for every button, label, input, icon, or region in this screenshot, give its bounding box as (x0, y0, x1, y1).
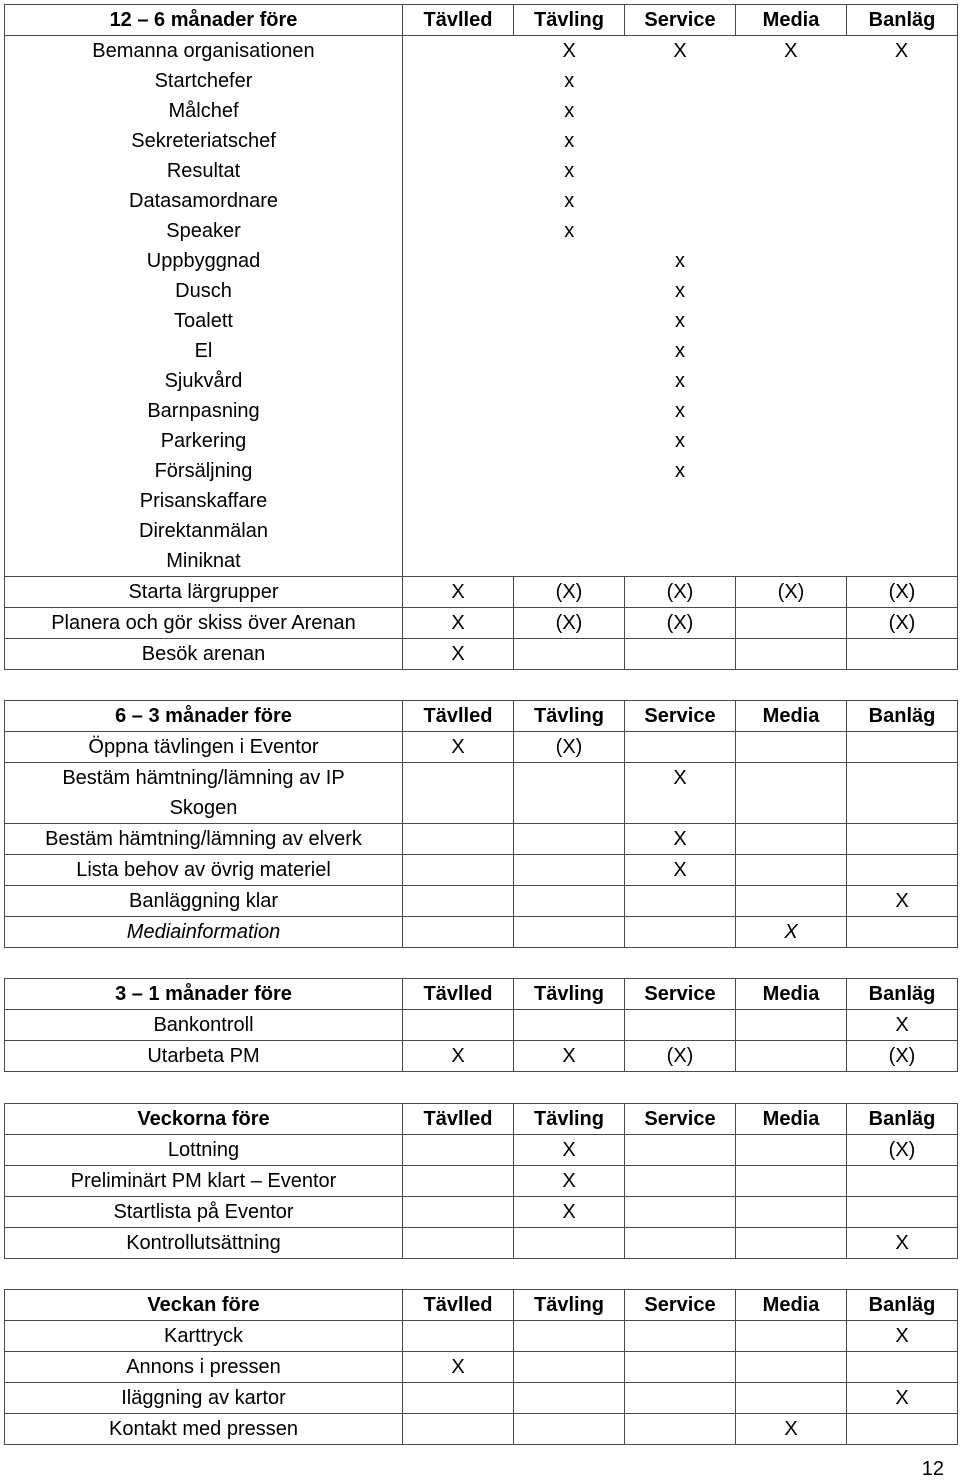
cell-mark (847, 1197, 958, 1228)
row-label: Datasamordnare (129, 190, 278, 212)
cell-mark: x (564, 130, 575, 152)
cell-mark (625, 486, 736, 516)
cell-mark (403, 1321, 514, 1352)
column-header: Tävlled (403, 1290, 514, 1321)
cell-mark: X (562, 40, 576, 62)
cell-mark (403, 917, 514, 948)
cell-mark (735, 306, 846, 336)
cell-mark: X (847, 1010, 958, 1041)
cell-mark (514, 306, 625, 336)
cell-mark (514, 396, 625, 426)
cell-mark: (X) (847, 577, 958, 608)
cell-mark (735, 186, 846, 216)
cell-mark: (X) (736, 577, 847, 608)
cell-mark (846, 366, 957, 396)
header-row (5, 1104, 958, 1135)
table-row (5, 639, 958, 670)
column-header: Banläg (847, 1104, 958, 1135)
cell-mark (846, 186, 957, 216)
cell-mark: (X) (847, 1135, 958, 1166)
row-label: Bankontroll (5, 1010, 403, 1041)
cell-mark (846, 126, 957, 156)
cell-mark (403, 216, 514, 246)
row-label (5, 763, 403, 824)
column-header: Tävlled (403, 1104, 514, 1135)
cell-mark (735, 66, 846, 96)
cell-mark (846, 156, 957, 186)
header-row (5, 5, 958, 36)
cell-mark (403, 306, 514, 336)
cell-mark: X (894, 40, 909, 62)
cell-mark (847, 824, 958, 855)
section-title: 6 – 3 månader före (5, 701, 403, 732)
cell-mark: X (847, 1228, 958, 1259)
cell-mark: X (403, 732, 514, 763)
table-row (5, 824, 958, 855)
cell-mark (735, 156, 846, 186)
cell-mark (736, 1041, 847, 1072)
table-row (5, 1135, 958, 1166)
cell-mark: (X) (514, 577, 625, 608)
cell-mark (736, 1166, 847, 1197)
row-label: Sjukvård (164, 370, 243, 392)
cell-mark (846, 336, 957, 366)
cell-mark (625, 186, 736, 216)
row-cells (403, 36, 958, 577)
cell-mark (403, 366, 514, 396)
cell-mark (846, 546, 957, 576)
cell-mark (403, 36, 514, 66)
section-title: 3 – 1 månader före (5, 979, 403, 1010)
cell-mark: (X) (847, 1041, 958, 1072)
cell-mark (403, 824, 514, 855)
column-header: Tävling (514, 701, 625, 732)
cell-mark: X (403, 1041, 514, 1072)
table-row (5, 1383, 958, 1414)
cell-mark (514, 1414, 625, 1445)
column-header: Banläg (847, 701, 958, 732)
cell-mark (736, 763, 847, 824)
cell-mark (403, 1197, 514, 1228)
cell-mark (847, 1166, 958, 1197)
cell-mark: X (514, 1041, 625, 1072)
cell-mark (735, 456, 846, 486)
cell-mark (403, 126, 514, 156)
cell-mark (514, 639, 625, 670)
cell-mark (846, 426, 957, 456)
cell-mark: X (736, 1414, 847, 1445)
column-header: Banläg (847, 979, 958, 1010)
row-label: Parkering (160, 430, 247, 452)
row-label: Direktanmälan (139, 520, 268, 542)
cell-mark (625, 1166, 736, 1197)
cell-mark: X (847, 1321, 958, 1352)
cell-mark (736, 855, 847, 886)
table-row (5, 36, 958, 577)
cell-mark (625, 1321, 736, 1352)
column-header: Tävlled (403, 979, 514, 1010)
cell-mark (735, 246, 846, 276)
cell-mark (625, 1228, 736, 1259)
cell-mark (514, 1321, 625, 1352)
cell-mark: X (403, 1352, 514, 1383)
cell-mark: x (674, 340, 685, 362)
row-label: Prisanskaffare (139, 490, 268, 512)
cell-mark (735, 336, 846, 366)
column-header: Service (625, 1104, 736, 1135)
column-header: Tävling (514, 5, 625, 36)
cell-mark (735, 216, 846, 246)
cell-mark (514, 366, 625, 396)
cell-mark: x (674, 250, 685, 272)
cell-mark (735, 276, 846, 306)
column-header: Tävling (514, 979, 625, 1010)
cell-mark (625, 156, 736, 186)
cell-mark: x (674, 280, 685, 302)
cell-mark: (X) (625, 577, 736, 608)
cell-mark (625, 516, 736, 546)
cell-mark (846, 96, 957, 126)
cell-mark (514, 763, 625, 824)
schedule-table (4, 4, 958, 670)
cell-mark (403, 763, 514, 824)
cell-mark (625, 126, 736, 156)
column-header: Service (625, 5, 736, 36)
cell-mark: x (564, 190, 575, 212)
column-header: Tävling (514, 1290, 625, 1321)
row-label: Utarbeta PM (5, 1041, 403, 1072)
cell-mark (514, 336, 625, 366)
cell-mark (514, 486, 625, 516)
cell-mark (625, 216, 736, 246)
cell-mark (514, 516, 625, 546)
row-label-line: Skogen (169, 797, 238, 819)
table-row (5, 577, 958, 608)
cell-mark: X (514, 1135, 625, 1166)
row-label: Preliminärt PM klart – Eventor (5, 1166, 403, 1197)
row-label: Startlista på Eventor (5, 1197, 403, 1228)
column-header: Media (736, 979, 847, 1010)
column-header: Banläg (847, 5, 958, 36)
row-label-line: Bestäm hämtning/lämning av IP (62, 767, 345, 789)
cell-mark (403, 1228, 514, 1259)
cell-mark (736, 1197, 847, 1228)
row-label: Kontakt med pressen (5, 1414, 403, 1445)
row-label: Barnpasning (147, 400, 260, 422)
header-row (5, 979, 958, 1010)
column-header: Media (736, 701, 847, 732)
cell-mark (403, 186, 514, 216)
cell-mark (403, 1135, 514, 1166)
cell-mark (514, 1383, 625, 1414)
cell-mark: X (625, 763, 736, 824)
cell-mark: X (625, 855, 736, 886)
cell-mark: x (564, 160, 575, 182)
column-header: Media (736, 1290, 847, 1321)
cell-mark (514, 1228, 625, 1259)
cell-mark (735, 126, 846, 156)
column-header: Tävlled (403, 701, 514, 732)
cell-mark (847, 917, 958, 948)
cell-mark: X (403, 639, 514, 670)
cell-mark (736, 1228, 847, 1259)
cell-mark (514, 1352, 625, 1383)
cell-mark (403, 516, 514, 546)
cell-mark (736, 1135, 847, 1166)
cell-mark (847, 1414, 958, 1445)
cell-mark (514, 246, 625, 276)
cell-mark (736, 1010, 847, 1041)
row-label: Öppna tävlingen i Eventor (5, 732, 403, 763)
row-label: Lottning (5, 1135, 403, 1166)
cell-mark (625, 96, 736, 126)
row-label: Uppbyggnad (146, 250, 261, 272)
cell-mark: x (674, 460, 685, 482)
cell-mark: (X) (625, 608, 736, 639)
schedule-table (4, 700, 958, 948)
row-label: Försäljning (154, 460, 253, 482)
cell-mark (403, 96, 514, 126)
row-label: Lista behov av övrig materiel (5, 855, 403, 886)
cell-mark (846, 306, 957, 336)
table-row (5, 917, 958, 948)
cell-mark: x (674, 370, 685, 392)
cell-mark (514, 456, 625, 486)
cell-mark (736, 1321, 847, 1352)
cell-mark: (X) (514, 608, 625, 639)
column-header: Service (625, 1290, 736, 1321)
row-label: Bestäm hämtning/lämning av elverk (5, 824, 403, 855)
row-label: Kontrollutsättning (5, 1228, 403, 1259)
cell-mark (514, 1010, 625, 1041)
cell-mark (625, 1197, 736, 1228)
cell-mark (514, 886, 625, 917)
cell-mark (514, 855, 625, 886)
row-label: El (194, 340, 213, 362)
header-row (5, 1290, 958, 1321)
table-row (5, 1228, 958, 1259)
cell-mark (625, 1010, 736, 1041)
row-label: Banläggning klar (5, 886, 403, 917)
column-header: Media (736, 5, 847, 36)
table-row (5, 1041, 958, 1072)
cell-mark (847, 1352, 958, 1383)
cell-mark (625, 1135, 736, 1166)
cell-mark (735, 546, 846, 576)
cell-mark (847, 639, 958, 670)
cell-mark (735, 366, 846, 396)
row-label: Toalett (174, 310, 233, 332)
cell-mark (403, 246, 514, 276)
column-header: Service (625, 701, 736, 732)
cell-mark (403, 1010, 514, 1041)
table-row (5, 1166, 958, 1197)
header-row (5, 701, 958, 732)
cell-mark (625, 66, 736, 96)
row-label: Besök arenan (5, 639, 403, 670)
cell-mark (403, 336, 514, 366)
column-header: Media (736, 1104, 847, 1135)
cell-mark (736, 732, 847, 763)
cell-mark (625, 886, 736, 917)
row-label: Starta lärgrupper (5, 577, 403, 608)
page-number: 12 (921, 1458, 944, 1480)
cell-mark (403, 1166, 514, 1197)
cell-mark (403, 546, 514, 576)
cell-mark (403, 156, 514, 186)
cell-mark (625, 917, 736, 948)
row-label: Annons i pressen (5, 1352, 403, 1383)
cell-mark (736, 608, 847, 639)
column-header: Service (625, 979, 736, 1010)
row-label: Speaker (166, 220, 241, 242)
cell-mark: X (403, 577, 514, 608)
table-row (5, 886, 958, 917)
cell-mark: (X) (514, 732, 625, 763)
schedule-table (4, 978, 958, 1072)
cell-mark: X (847, 1383, 958, 1414)
cell-mark (514, 276, 625, 306)
cell-mark (403, 456, 514, 486)
cell-mark (846, 516, 957, 546)
cell-mark (625, 1383, 736, 1414)
cell-mark: x (564, 100, 575, 122)
row-label: Sekreteriatschef (131, 130, 276, 152)
cell-mark: X (514, 1197, 625, 1228)
row-label: Karttryck (5, 1321, 403, 1352)
cell-mark: x (674, 400, 685, 422)
cell-mark (847, 763, 958, 824)
row-label: Bemanna organisationen (92, 40, 315, 62)
cell-mark: (X) (847, 608, 958, 639)
cell-mark (403, 1414, 514, 1445)
cell-mark (403, 276, 514, 306)
column-header: Banläg (847, 1290, 958, 1321)
cell-mark: (X) (625, 1041, 736, 1072)
row-label: Resultat (166, 160, 241, 182)
cell-mark (625, 1414, 736, 1445)
cell-mark: X (847, 886, 958, 917)
cell-mark: x (564, 220, 575, 242)
row-label: Miniknat (166, 550, 241, 572)
row-label: Dusch (175, 280, 232, 302)
table-row (5, 1197, 958, 1228)
cell-mark (403, 486, 514, 516)
table-row (5, 1010, 958, 1041)
cell-mark (735, 516, 846, 546)
section-title: Veckan före (5, 1290, 403, 1321)
column-header: Tävlled (403, 5, 514, 36)
cell-mark (846, 216, 957, 246)
row-label: Iläggning av kartor (5, 1383, 403, 1414)
cell-mark (403, 426, 514, 456)
column-header: Tävling (514, 1104, 625, 1135)
cell-mark (846, 66, 957, 96)
cell-mark (735, 486, 846, 516)
cell-mark: X (514, 1166, 625, 1197)
cell-mark (735, 396, 846, 426)
cell-mark (847, 855, 958, 886)
cell-mark: x (674, 430, 685, 452)
section-title: Veckorna före (5, 1104, 403, 1135)
cell-mark (736, 1383, 847, 1414)
cell-mark (403, 1383, 514, 1414)
table-row (5, 855, 958, 886)
cell-mark (625, 1352, 736, 1383)
cell-mark: X (736, 917, 847, 948)
row-label: Planera och gör skiss över Arenan (5, 608, 403, 639)
table-row (5, 608, 958, 639)
cell-mark (403, 396, 514, 426)
table-row (5, 763, 958, 824)
row-label: Startchefer (154, 70, 253, 92)
cell-mark (625, 732, 736, 763)
table-row (5, 1321, 958, 1352)
cell-mark (736, 639, 847, 670)
row-label: Målchef (168, 100, 239, 122)
cell-mark: x (674, 310, 685, 332)
cell-mark: X (673, 40, 687, 62)
table-row (5, 1414, 958, 1445)
section-title: 12 – 6 månader före (5, 5, 403, 36)
cell-mark (625, 546, 736, 576)
row-label: Mediainformation (5, 917, 403, 948)
cell-mark (514, 426, 625, 456)
cell-mark: X (784, 40, 798, 62)
cell-mark (514, 824, 625, 855)
cell-mark (403, 66, 514, 96)
table-row (5, 1352, 958, 1383)
cell-mark (735, 426, 846, 456)
cell-mark: X (403, 608, 514, 639)
table-row (5, 732, 958, 763)
cell-mark (847, 732, 958, 763)
cell-mark (846, 246, 957, 276)
cell-mark (846, 456, 957, 486)
cell-mark (736, 824, 847, 855)
cell-mark: x (564, 70, 575, 92)
cell-mark (846, 396, 957, 426)
cell-mark (846, 276, 957, 306)
cell-mark (846, 486, 957, 516)
cell-mark (514, 546, 625, 576)
row-labels (5, 36, 403, 577)
cell-mark (736, 886, 847, 917)
cell-mark (735, 96, 846, 126)
cell-mark (403, 886, 514, 917)
schedule-table (4, 1289, 958, 1445)
cell-mark (403, 855, 514, 886)
cell-mark (736, 1352, 847, 1383)
cell-mark: X (625, 824, 736, 855)
schedule-table (4, 1103, 958, 1259)
cell-mark (625, 639, 736, 670)
cell-mark (514, 917, 625, 948)
